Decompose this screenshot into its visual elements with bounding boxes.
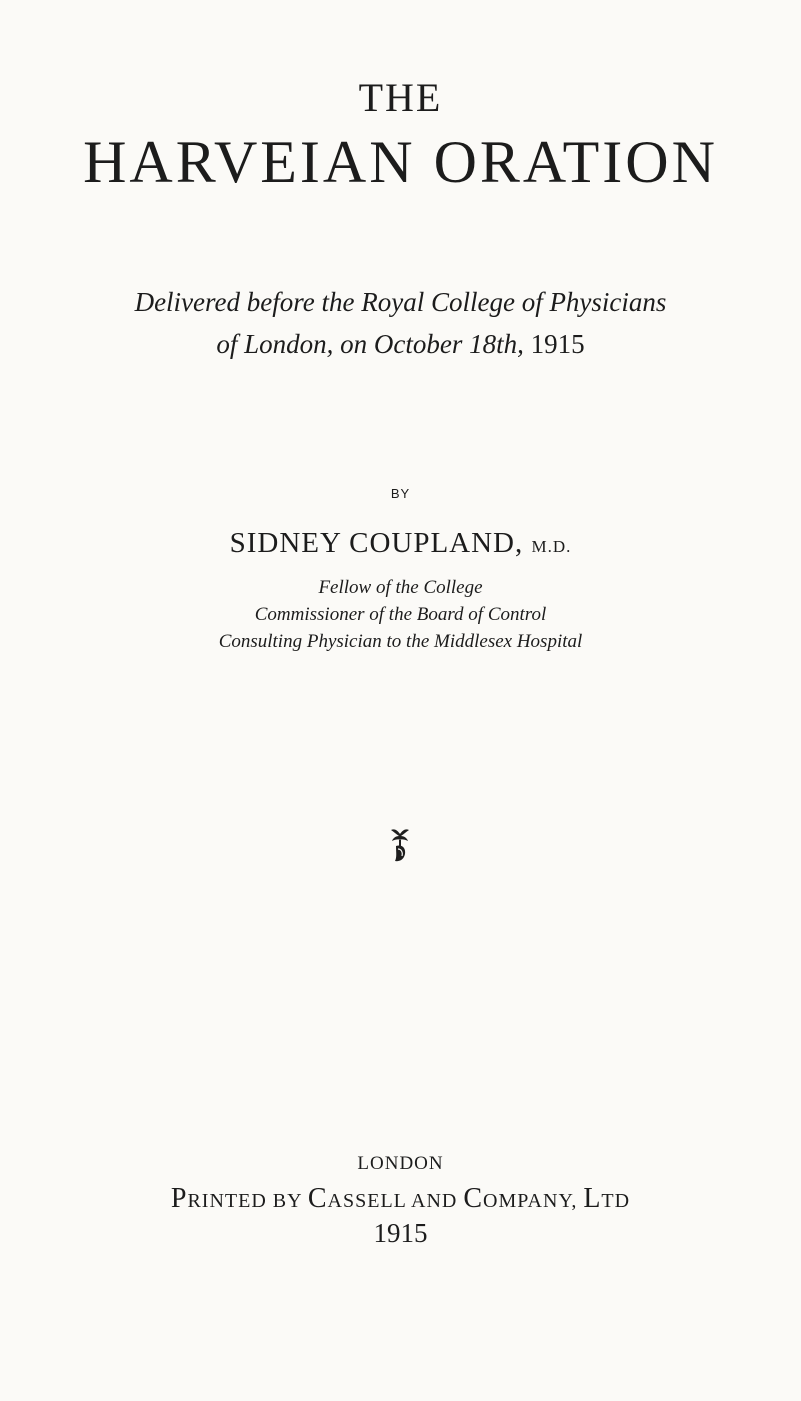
author-line — [0, 527, 801, 560]
main-title: HARVEIAN ORATION — [83, 129, 718, 195]
delivered-line: Delivered before the Royal College of Physicians — [134, 287, 667, 317]
author-degree: M.D. — [531, 537, 572, 556]
author-role-fellow: Fellow of the College — [318, 577, 483, 598]
printer-word-rest: OMPANY, — [483, 1190, 584, 1212]
by-label: BY — [390, 486, 411, 501]
printer-word-cap: C — [307, 1183, 328, 1214]
imprint-city: LONDON — [357, 1153, 444, 1174]
date-line — [0, 329, 801, 360]
printer-word-rest: ASSELL AND — [327, 1190, 464, 1212]
printer-word-cap: P — [170, 1183, 188, 1214]
printers-ornament-icon — [388, 828, 412, 864]
printer-word-rest: TD — [601, 1190, 631, 1212]
date-line-year: 1915 — [530, 329, 585, 359]
printer-word-rest: RINTED BY — [187, 1190, 308, 1212]
imprint-printer — [0, 1183, 801, 1215]
date-line-text: of London, on October 18th, — [216, 329, 531, 359]
imprint-year: 1915 — [373, 1218, 428, 1248]
author-role-commissioner: Commissioner of the Board of Control — [254, 604, 547, 625]
printer-word-cap: C — [463, 1183, 484, 1214]
printer-word-cap: L — [583, 1183, 602, 1214]
author-name: SIDNEY COUPLAND, — [229, 527, 532, 559]
header-the: THE — [358, 75, 443, 120]
author-role-consulting-physician: Consulting Physician to the Middlesex Hospital — [218, 631, 583, 652]
